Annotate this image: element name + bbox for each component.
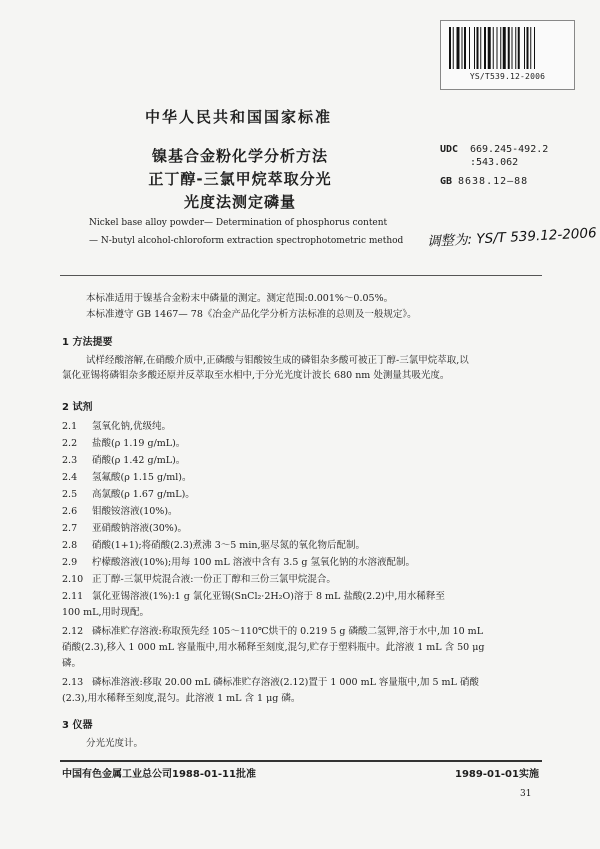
barcode-bar [469, 27, 470, 69]
barcode-bar [500, 27, 501, 69]
reagent-item [62, 436, 185, 451]
reagent-item [62, 487, 195, 502]
reagent-number: 2.11 [62, 591, 84, 602]
barcode-bars [449, 27, 565, 69]
barcode-bar [515, 27, 516, 69]
reagent-text: 氢氟酸(ρ 1.15 g/ml)。 [92, 472, 192, 483]
barcode-bar [449, 27, 451, 69]
barcode-bar [530, 27, 531, 69]
barcode-bar [488, 27, 491, 69]
reagent-item-2-11 [62, 589, 445, 604]
reagent-item-2-13 [62, 675, 479, 690]
reagent-item [62, 504, 178, 519]
reagent-text-continued: 磷。 [62, 658, 82, 669]
reagent-item [62, 555, 415, 570]
reagent-text-continued: (2.3),用水稀释至刻度,混匀。此溶液 1 mL 含 1 μg 磷。 [62, 693, 301, 704]
reagent-item [62, 538, 365, 553]
barcode-bar [527, 27, 529, 69]
reagent-item [62, 572, 336, 587]
barcode-bar [474, 27, 475, 69]
reagent-text: 氢氧化钠,优级纯。 [92, 421, 172, 432]
barcode-bar [518, 27, 520, 69]
reagent-text: 硝酸(1+1);将硝酸(2.3)煮沸 3～5 min,驱尽氮的氧化物后配制。 [92, 540, 365, 551]
reagent-number: 2.3 [62, 455, 78, 466]
english-title-line1: Nickel base alloy powder— Determination of phosphorus content [89, 218, 388, 228]
reagent-text: 柠檬酸溶液(10%);用每 100 mL 溶液中含有 3.5 g 氢氧化钠的水溶液配制。 [92, 557, 415, 568]
reagent-text: 正丁醇-三氯甲烷混合液:一份正丁醇和三份三氯甲烷混合。 [92, 574, 336, 585]
section3-heading: 3 仪器 [62, 720, 93, 731]
reagent-number: 2.12 [62, 626, 84, 637]
gb-number: 8638.12—88 [458, 176, 529, 187]
reagent-text: 磷标准溶液:移取 20.00 mL 磷标准贮存溶液(2.12)置于 1 000 mL 容量瓶中,加 5 mL 硝酸 [92, 677, 479, 688]
intro-compliance: 本标准遵守 GB 1467— 78《冶金产品化学分析方法标准的总则及一般规定》。 [86, 309, 417, 320]
reagent-item [62, 419, 171, 434]
reagent-text: 高氯酸(ρ 1.67 g/mL)。 [92, 489, 195, 500]
reagent-number: 2.7 [62, 523, 78, 534]
barcode-sticker [440, 20, 575, 90]
barcode-bar [512, 27, 513, 69]
reagent-text: 磷标准贮存溶液:称取预先经 105～110℃烘干的 0.219 5 g 磷酸二氢钾,溶于水中,加 10 mL [92, 626, 483, 637]
document-title-line1: 镍基合金粉化学分析方法 [151, 147, 328, 165]
handwritten-note: 调整为: YS/T 539.12-2006 [426, 225, 598, 250]
section3-text: 分光光度计。 [86, 738, 144, 749]
barcode-bar [534, 27, 535, 69]
reagent-number: 2.5 [62, 489, 78, 500]
reagent-number: 2.8 [62, 540, 78, 551]
document-title [110, 145, 370, 214]
udc-code-line1: 669.245-492.2 [470, 144, 549, 155]
document-title-line3: 光度法测定磷量 [183, 193, 296, 211]
barcode-bar [464, 27, 466, 69]
udc-code-line2: :543.062 [470, 157, 519, 168]
barcode-bar [508, 27, 510, 69]
reagent-item [62, 521, 187, 536]
reagent-text-continued: 100 mL,用时现配。 [62, 607, 149, 618]
barcode-bar [503, 27, 506, 69]
reagent-text: 硝酸(ρ 1.42 g/mL)。 [92, 455, 186, 466]
reagent-number: 2.4 [62, 472, 78, 483]
section2-heading: 2 试剂 [62, 402, 93, 413]
implementation-date: 1989-01-01实施 [455, 769, 539, 780]
barcode-bar [480, 27, 481, 69]
reagent-number: 2.13 [62, 677, 84, 688]
barcode-bar [497, 27, 498, 69]
gb-label: GB [440, 176, 453, 187]
intro-scope: 本标准适用于镍基合金粉末中磷量的测定。测定范围:0.001%～0.05%。 [86, 293, 394, 304]
barcode-number: YS/T539.12-2006 [469, 72, 546, 81]
reagent-number: 2.1 [62, 421, 78, 432]
barcode-bar [462, 27, 463, 69]
document-title-line2: 正丁醇-三氯甲烷萃取分光 [148, 170, 332, 188]
reagent-text-continued: 硝酸(2.3),移入 1 000 mL 容量瓶中,用水稀释至刻度,混匀,贮存于塑料瓶中。此溶液 1 mL 含 50 μg [62, 642, 485, 653]
reagent-text: 亚硝酸钠溶液(30%)。 [92, 523, 188, 534]
section1-text-line2: 氯化亚锡将磷钼杂多酸还原并反萃取至水相中,于分光光度计波长 680 nm 处测量其吸光度。 [62, 370, 450, 381]
reagent-number: 2.6 [62, 506, 78, 517]
footer-divider [60, 760, 542, 762]
barcode-bar [493, 27, 494, 69]
reagent-text: 钼酸铵溶液(10%)。 [92, 506, 178, 517]
reagent-item [62, 453, 185, 468]
approval-line: 中国有色金属工业总公司1988-01-11批准 [62, 769, 256, 780]
section1-heading: 1 方法提要 [62, 337, 113, 348]
top-divider [60, 275, 542, 276]
barcode-bar [453, 27, 454, 69]
section1-text-line1: 试样经酸溶解,在硝酸介质中,正磷酸与钼酸铵生成的磷钼杂多酸可被正丁醇-三氯甲烷萃取,以 [86, 355, 469, 366]
reagent-number: 2.2 [62, 438, 78, 449]
english-title-line2: — N-butyl alcohol-chloroform extraction spectrophotometric method [89, 236, 404, 246]
reagent-text: 氯化亚锡溶液(1%):1 g 氯化亚锡(SnCl₂·2H₂O)溶于 8 mL 盐酸(2.2)中,用水稀释至 [92, 591, 445, 602]
reagent-item-2-12 [62, 624, 483, 639]
header-title: 中华人民共和国国家标准 [145, 108, 333, 126]
reagent-number: 2.9 [62, 557, 78, 568]
udc-label: UDC [440, 144, 459, 155]
barcode-bar [477, 27, 479, 69]
reagent-item [62, 470, 192, 485]
reagent-number: 2.10 [62, 574, 84, 585]
reagent-text: 盐酸(ρ 1.19 g/mL)。 [92, 438, 186, 449]
barcode-bar [457, 27, 460, 69]
barcode-bar [484, 27, 486, 69]
barcode-bar [524, 27, 525, 69]
page-number: 31 [520, 789, 532, 799]
